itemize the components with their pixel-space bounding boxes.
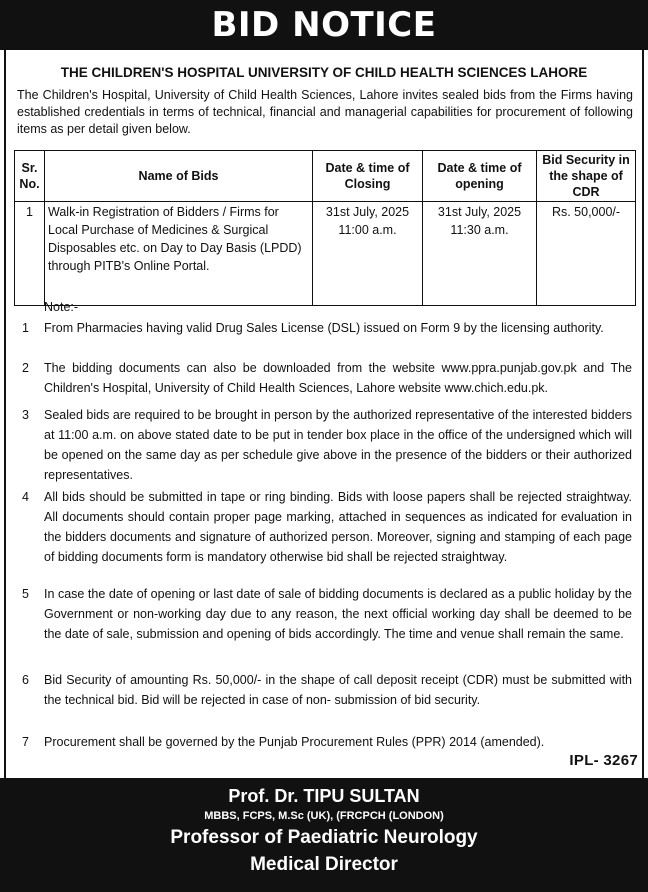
header-name-of-bids: Name of Bids bbox=[45, 151, 313, 202]
signature-block bbox=[0, 778, 648, 892]
note-number: 1 bbox=[22, 321, 29, 335]
organization-name: THE CHILDREN'S HOSPITAL UNIVERSITY OF CHILD HEALTH SCIENCES LAHORE bbox=[60, 65, 588, 80]
signatory-role: Medical Director bbox=[250, 854, 398, 875]
cell-bid-security: Rs. 50,000/- bbox=[537, 202, 636, 306]
signatory-qualifications: MBBS, FCPS, M.Sc (UK), (FRCPCH (LONDON) bbox=[204, 810, 444, 822]
cell-sr-no: 1 bbox=[15, 202, 45, 306]
note-number: 2 bbox=[22, 361, 29, 375]
reference-number: IPL- 3267 bbox=[569, 752, 638, 769]
notes-title: Note:- bbox=[44, 300, 79, 314]
header-closing: Date & time of Closing bbox=[313, 151, 423, 202]
opening-date: 31st July, 2025 bbox=[437, 205, 522, 219]
closing-date: 31st July, 2025 bbox=[325, 205, 410, 219]
cell-closing bbox=[313, 202, 423, 306]
signatory-title: Professor of Paediatric Neurology bbox=[170, 827, 478, 848]
note-text: Sealed bids are required to be brought in person by the authorized representative of the interested bidders at 11:00 a.m. on above stated date to be put in tender box place in the office of the undersigned which will be opened on the same day as per schedule give above in the presence of the bidders or their authorized representatives. bbox=[44, 408, 632, 482]
intro-paragraph: The Children's Hospital, University of Child Health Sciences, Lahore invites sealed bids from the Firms having established credentials in terms of technical, financial and managerial capabilities for procurement of following items as per detail given below. bbox=[17, 88, 633, 136]
header-opening: Date & time of opening bbox=[423, 151, 537, 202]
note-number: 5 bbox=[22, 587, 29, 601]
header-sr-no: Sr. No. bbox=[15, 151, 45, 202]
notice-header bbox=[0, 0, 648, 50]
signatory-name: Prof. Dr. TIPU SULTAN bbox=[228, 786, 420, 806]
bids-table bbox=[14, 150, 636, 306]
note-number: 7 bbox=[22, 735, 29, 749]
opening-time: 11:30 a.m. bbox=[450, 223, 509, 237]
note-text: The bidding documents can also be downloaded from the website www.ppra.punjab.gov.pk and The Children's Hospital, University of Child Health Sciences, Lahore website www.chich.edu.pk. bbox=[44, 361, 632, 395]
note-text: Bid Security of amounting Rs. 50,000/- in the shape of call deposit receipt (CDR) must be submitted with the technical bid. Bid will be rejected in case of non- submission of bid security. bbox=[44, 673, 632, 707]
header-bid-security: Bid Security in the shape of CDR bbox=[537, 151, 636, 202]
note-number: 3 bbox=[22, 408, 29, 422]
table-header-row bbox=[15, 151, 636, 202]
table-row bbox=[15, 202, 636, 306]
closing-time: 11:00 a.m. bbox=[338, 223, 397, 237]
cell-opening bbox=[423, 202, 537, 306]
note-text: All bids should be submitted in tape or ring binding. Bids with loose papers shall be rejected straightway. All documents should contain proper page marking, attached in sequences as indicated for evaluation in the bidders documents and signature of authorized person. Moreover, signing and stamping of each page of bidding documents form is mandatory otherwise bid shall be rejected straightway. bbox=[44, 490, 632, 564]
note-text: Procurement shall be governed by the Punjab Procurement Rules (PPR) 2014 (amended). bbox=[44, 735, 545, 749]
notice-title: BID NOTICE bbox=[211, 5, 437, 45]
note-text: From Pharmacies having valid Drug Sales License (DSL) issued on Form 9 by the licensing authority. bbox=[44, 321, 604, 335]
cell-name-of-bid: Walk-in Registration of Bidders / Firms for Local Purchase of Medicines & Surgical Disposables etc. on Day to Day Basis (LPDD) through PITB's Online Portal. bbox=[45, 202, 313, 306]
note-number: 6 bbox=[22, 673, 29, 687]
note-number: 4 bbox=[22, 490, 29, 504]
note-text: In case the date of opening or last date of sale of bidding documents is declared as a public holiday by the Government or non-working day due to any reason, the next official working day shall be deemed to be the date of sale, submission and opening of bids accordingly. The time and venue shall remain the same. bbox=[44, 587, 632, 641]
